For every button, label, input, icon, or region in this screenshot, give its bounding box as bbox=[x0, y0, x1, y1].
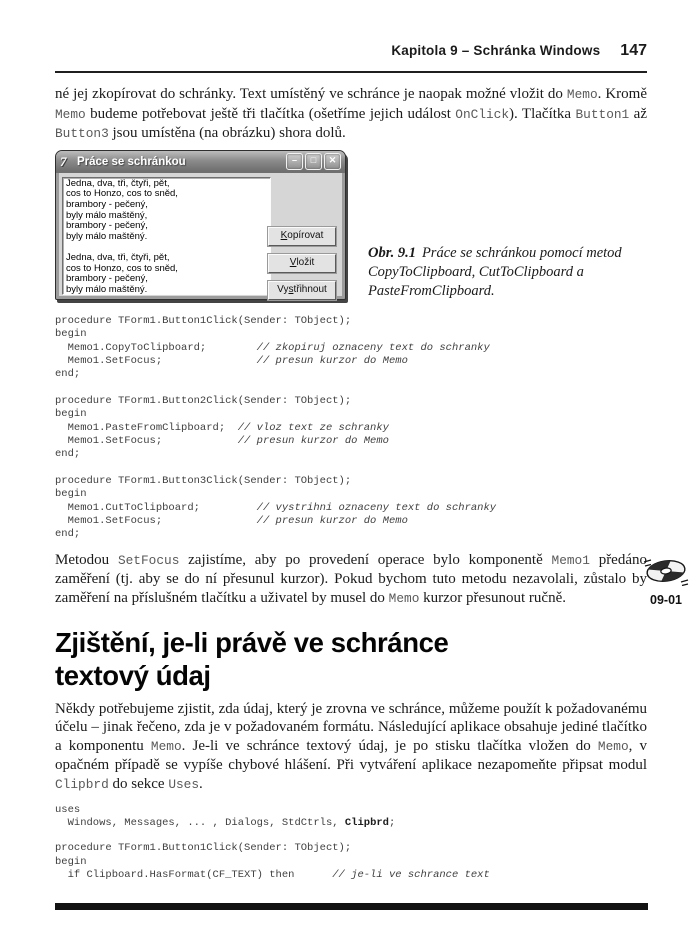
chapter-title: Kapitola 9 – Schránka Windows bbox=[391, 43, 601, 58]
cd-sample-number: 09-01 bbox=[650, 593, 682, 607]
window-titlebar[interactable] bbox=[56, 151, 345, 173]
maximize-icon[interactable]: □ bbox=[305, 153, 322, 170]
memo-textbox[interactable]: Jedna, dva, tři, čtyři, pět, cos to Honzo, cos to sněd, brambory - pečený, byly málo maštěný, brambory - pečený, byly málo maštěný. Jedna, dva, tři, čtyři, pět, cos to Honzo, cos to sněd, brambory - pečený, byly málo maštěný. bbox=[62, 177, 271, 295]
code-listing-hasformat: procedure TForm1.Button1Click(Sender: TObject); begin if Clipboard.HasFormat(CF_TEXT) then // je-li ve schrance text bbox=[55, 842, 490, 882]
figure-row bbox=[55, 150, 647, 302]
delphi-app-icon: 7 bbox=[60, 153, 67, 169]
cut-button[interactable]: Vystřihnout bbox=[268, 281, 336, 300]
window-button-column bbox=[268, 227, 336, 300]
window-title: Práce se schránkou bbox=[77, 155, 186, 168]
paragraph-hasformat: Někdy potřebujeme zjistit, zda údaj, který je zrovna ve schránce, můžeme použít k požadovanému účelu – jinak řečeno, zda je v požadovaném formátu. Následující aplikace obsahuje jediné tlačítko a komponentu Memo. Je-li ve schránce textový údaj, je po stisku tlačítka vložen do Memo, v opačném případě se vypíše chybové hlášení. Při vytváření aplikace nezapomeňte připsat modul Clipbrd do sekce Uses. bbox=[55, 700, 648, 793]
section-heading: Zjištění, je-li právě ve schránce textový údaj bbox=[55, 626, 449, 691]
figure-caption-label: Obr. 9.1 bbox=[368, 244, 416, 261]
code-listing-button2: procedure TForm1.Button2Click(Sender: TObject); begin Memo1.PasteFromClipboard; // vloz text ze schranky Memo1.SetFocus; // presun kurzor do Memo end; bbox=[55, 394, 389, 461]
close-icon[interactable]: ✕ bbox=[324, 153, 341, 170]
minimize-icon[interactable]: – bbox=[286, 153, 303, 170]
code-listing-button1: procedure TForm1.Button1Click(Sender: TObject); begin Memo1.CopyToClipboard; // zkopiruj oznaceny text do schranky Memo1.SetFocus; // presun kurzor do Memo end; bbox=[55, 314, 490, 381]
footer-rule bbox=[55, 903, 648, 910]
paragraph-intro: né jej zkopírovat do schránky. Text umístěný ve schránce je naopak možné vložit do Memo. Kromě Memo budeme potřebovat ještě tři tlačítka (ošetříme jejich událost OnClick). Tlačítka Button1 až Button3 jsou umístěna (na obrázku) shora dolů. bbox=[55, 86, 647, 142]
code-listing-uses: uses Windows, Messages, ... , Dialogs, StdCtrls, Clipbrd; bbox=[55, 803, 396, 830]
paragraph-setfocus: Metodou SetFocus zajistíme, aby po provedení operace bylo komponentě Memo1 předáno zaměření (tj. aby se do ní přesunul kurzor). Pokud bychom tuto metodu nezavolali, zůstalo by zaměření na příslušném tlačítku a uživatel by musel do Memo kurzor přesunout ručně. bbox=[55, 551, 648, 607]
copy-button[interactable]: Kopírovat bbox=[268, 227, 336, 246]
app-window bbox=[55, 150, 346, 300]
page-header bbox=[55, 42, 647, 60]
cd-margin-marker bbox=[636, 556, 696, 607]
code-listing-button3: procedure TForm1.Button3Click(Sender: TObject); begin Memo1.CutToClipboard; // vystrihni oznaceny text do schranky Memo1.SetFocus; // presun kurzor do Memo end; bbox=[55, 474, 497, 541]
page-number: 147 bbox=[620, 42, 647, 59]
figure-caption bbox=[368, 244, 640, 302]
window-controls bbox=[286, 153, 341, 170]
paste-button[interactable]: Vložit bbox=[268, 254, 336, 273]
cd-icon bbox=[642, 556, 690, 586]
page-content bbox=[55, 0, 647, 883]
header-rule bbox=[55, 71, 647, 73]
figure-caption-text: Práce se schránkou pomocí metod CopyToClipboard, CutToClipboard a PasteFromClipboard. bbox=[368, 244, 622, 299]
